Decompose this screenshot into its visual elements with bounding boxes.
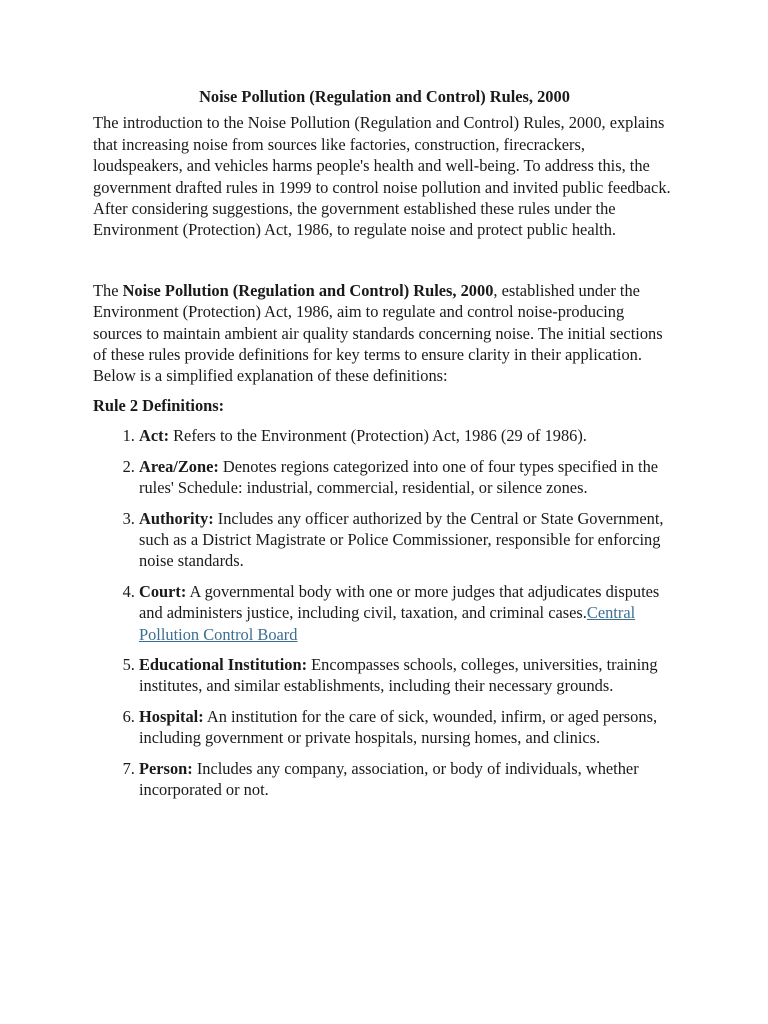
definition-item-court: [139, 581, 676, 645]
section-heading: Rule 2 Definitions:: [93, 395, 225, 415]
document-title: Noise Pollution (Regulation and Control) Rules, 2000: [199, 87, 570, 106]
definition-term: Hospital:: [139, 706, 204, 726]
definition-text: A governmental body with one or more judges that adjudicates disputes and administers justice, including civil, taxation, and criminal cases.: [139, 581, 660, 623]
definitions-list: [93, 425, 676, 800]
definition-term: Person:: [139, 758, 193, 778]
definition-term: Authority:: [139, 508, 214, 528]
cpcb-link[interactable]: Central Pollution Control Board: [139, 603, 636, 644]
definition-text: Includes any officer authorized by the Central or State Government, such as a District Magistrate or Police Commissioner, responsible for enforcing noise standards.: [139, 508, 664, 571]
definition-item-authority: [139, 508, 676, 572]
definition-item-hospital: [139, 706, 676, 749]
definition-item-educational-institution: [139, 654, 676, 697]
overview-rules-name: Noise Pollution (Regulation and Control) Rules, 2000: [122, 280, 494, 300]
definition-text: Denotes regions categorized into one of four types specified in the rules' Schedule: industrial, commercial, residential, or silence zones.: [139, 456, 659, 498]
definition-term: Educational Institution:: [139, 654, 308, 674]
intro-paragraph: The introduction to the Noise Pollution (Regulation and Control) Rules, 2000, explains that increasing noise from sources like factories, construction, firecrackers, loudspeakers, and vehicles harms people's health and well-being. To address this, the government drafted rules in 1999 to control noise pollution and invited public feedback. After considering suggestions, the government established these rules under the Environment (Protection) Act, 1986, to regulate noise and protect public health.: [93, 113, 671, 240]
definition-item-act: [139, 425, 676, 446]
overview-body: , established under the Environment (Protection) Act, 1986, aim to regulate and control noise-producing sources to maintain ambient air quality standards concerning noise. The initial sections of these rules provide definitions for key terms to ensure clarity in their application. Below is a simplified explanation of these definitions:: [93, 280, 663, 386]
definition-item-area-zone: [139, 456, 676, 499]
definition-text: Refers to the Environment (Protection) Act, 1986 (29 of 1986).: [169, 426, 587, 446]
overview-prefix: The: [93, 280, 123, 300]
definition-text: Encompasses schools, colleges, universities, training institutes, and similar establishments, including their necessary grounds.: [139, 654, 658, 696]
definition-term: Act:: [139, 426, 170, 446]
definition-term: Court:: [139, 581, 187, 601]
definition-text: Includes any company, association, or body of individuals, whether incorporated or not.: [139, 758, 639, 799]
definition-item-person: [139, 758, 676, 801]
overview-paragraph: [93, 280, 676, 387]
definition-term: Area/Zone:: [139, 456, 219, 476]
definition-text: An institution for the care of sick, wounded, infirm, or aged persons, including government or private hospitals, nursing homes, and clinics.: [139, 706, 658, 748]
